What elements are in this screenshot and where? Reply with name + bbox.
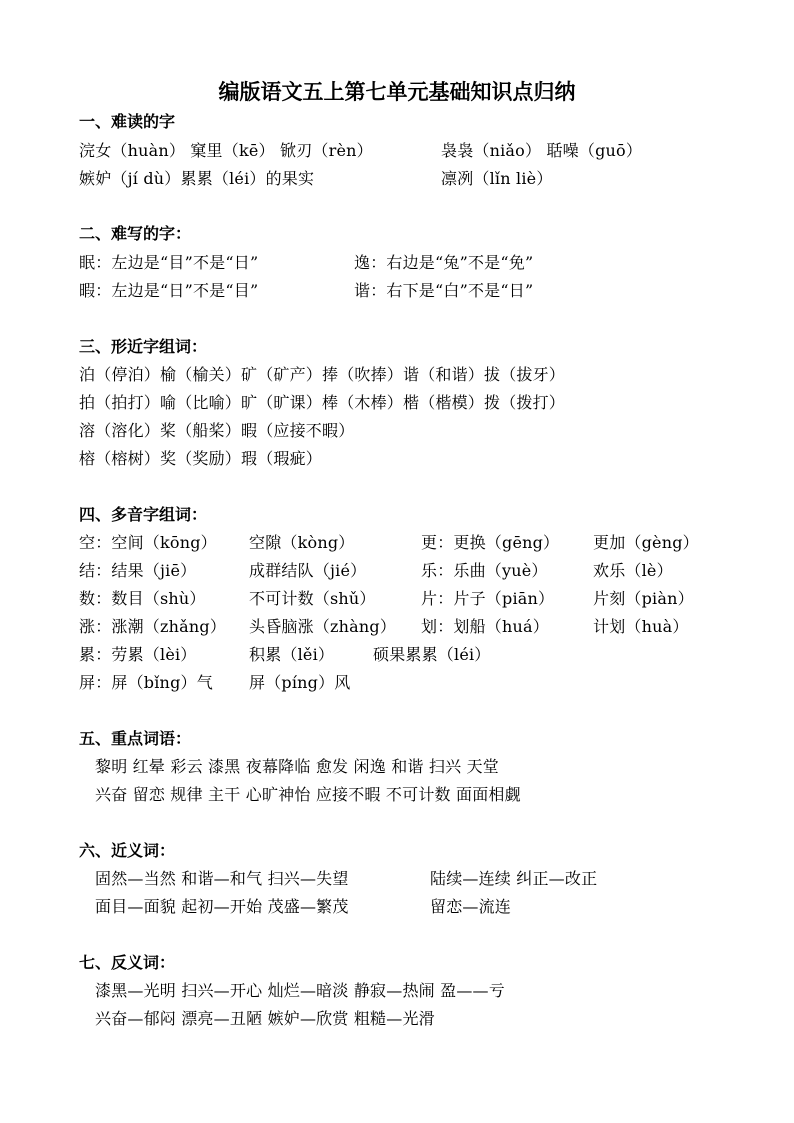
text-line: 漆黑—光明 扫兴—开心 灿烂—暗淡 静寂—热闹 盈——亏 <box>95 981 505 1000</box>
text-segment: 陆续—连续 纠正—改正 <box>430 869 598 888</box>
text-segment: 欢乐（lè） <box>593 561 673 580</box>
text-segment: 结：结果（jiē） <box>79 561 197 580</box>
text-segment: 成群结队（jié） <box>249 561 367 580</box>
section-heading-antonyms: 七、反义词： <box>79 953 176 972</box>
text-segment: 暇：左边是“日”不是“目” <box>79 281 259 300</box>
text-line: 黎明 红晕 彩云 漆黑 夜幕降临 愈发 闲逸 和谐 扫兴 天堂 <box>95 757 499 776</box>
section-heading-key-words: 五、重点词语： <box>79 729 192 748</box>
text-segment: 积累（lěi） <box>249 645 335 664</box>
text-segment: 屏：屏（bǐng）气 <box>79 673 213 692</box>
text-segment: 固然—当然 和谐—和气 扫兴—失望 <box>95 869 349 888</box>
text-segment: 凛冽（lǐn liè） <box>441 169 553 188</box>
text-line: 溶（溶化）桨（船桨）暇（应接不暇） <box>79 421 355 440</box>
text-segment: 逸：右边是“兔”不是“免” <box>354 253 534 272</box>
text-segment: 片刻（piàn） <box>593 589 694 608</box>
text-segment: 划：划船（huá） <box>421 617 549 636</box>
section-heading-hard-to-read: 一、难读的字 <box>79 112 176 131</box>
text-line: 拍（拍打）喻（比喻）旷（旷课）棒（木棒）楷（楷模）拨（拨打） <box>79 393 566 412</box>
text-segment: 头昏脑涨（zhàng） <box>249 617 397 636</box>
section-heading-polyphonic: 四、多音字组词： <box>79 505 208 524</box>
text-segment: 空：空间（kōng） <box>79 533 217 552</box>
text-segment: 留恋—流连 <box>430 897 512 916</box>
section-heading-hard-to-write: 二、难写的字： <box>79 224 192 243</box>
text-segment: 更加（gèng） <box>593 533 699 552</box>
text-segment: 乐：乐曲（yuè） <box>421 561 548 580</box>
text-segment: 嫉妒（jí dù）累累（léi）的果实 <box>79 169 315 188</box>
text-segment: 数：数目（shù） <box>79 589 206 608</box>
text-segment: 屏（píng）风 <box>249 673 351 692</box>
text-segment: 面目—面貌 起初—开始 茂盛—繁茂 <box>95 897 349 916</box>
text-segment: 片：片子（piān） <box>421 589 555 608</box>
text-segment: 更：更换（gēng） <box>421 533 560 552</box>
text-line: 泊（停泊）榆（榆关）矿（矿产）捧（吹捧）谐（和谐）拔（拔牙） <box>79 365 566 384</box>
text-segment: 涨：涨潮（zhǎng） <box>79 617 227 636</box>
text-segment: 硕果累累（léi） <box>373 645 491 664</box>
text-line: 榕（榕树）奖（奖励）瑕（瑕疵） <box>79 449 323 468</box>
section-heading-synonyms: 六、近义词： <box>79 841 176 860</box>
text-segment: 计划（huà） <box>593 617 689 636</box>
page-title: 编版语文五上第七单元基础知识点归纳 <box>218 80 576 104</box>
text-line: 兴奋 留恋 规律 主干 心旷神怡 应接不暇 不可计数 面面相觑 <box>95 785 521 804</box>
text-segment: 空隙（kòng） <box>249 533 355 552</box>
text-segment: 不可计数（shǔ） <box>249 589 376 608</box>
text-segment: 眠：左边是“目”不是“日” <box>79 253 259 272</box>
text-segment: 累：劳累（lèi） <box>79 645 197 664</box>
text-line: 兴奋—郁闷 漂亮—丑陋 嫉妒—欣赏 粗糙—光滑 <box>95 1009 435 1028</box>
text-segment: 浣女（huàn） 窠里（kē） 锨刃（rèn） <box>79 141 373 160</box>
section-heading-similar-characters: 三、形近字组词： <box>79 337 208 356</box>
text-segment: 袅袅（niǎo） 聒噪（guō） <box>441 141 643 160</box>
text-segment: 谐：右下是“白”不是“日” <box>354 281 534 300</box>
